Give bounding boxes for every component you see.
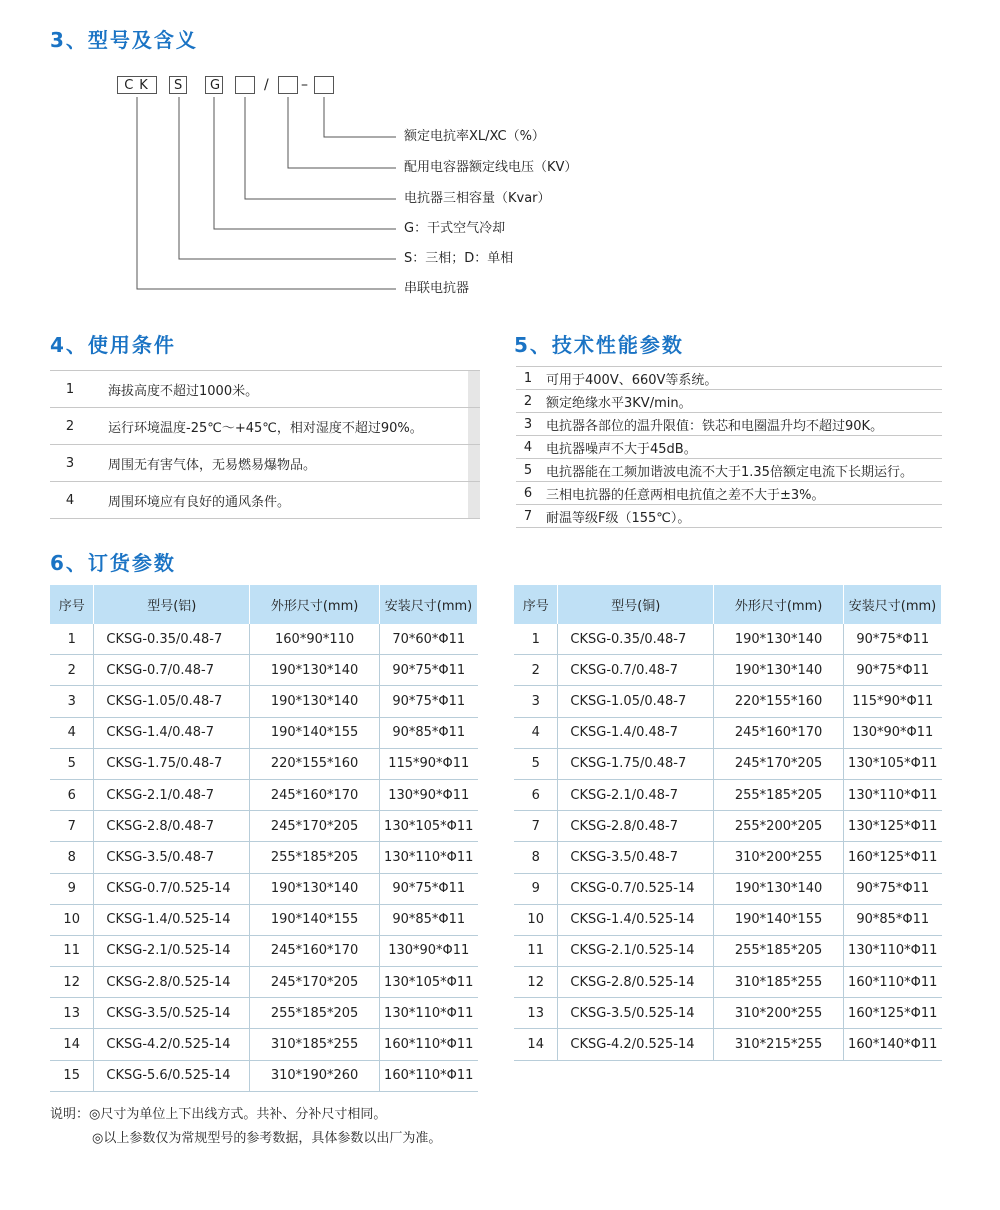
table-row xyxy=(516,367,942,390)
cell-dimensions: 190*130*140 xyxy=(250,873,380,904)
row-text: 周围环境应有良好的通风条件。 xyxy=(90,482,468,519)
performance-table xyxy=(516,366,942,528)
cell-index: 9 xyxy=(50,873,94,904)
cell-model: CKSG-2.1/0.48-7 xyxy=(558,779,714,810)
cell-index: 12 xyxy=(514,967,558,998)
table-row xyxy=(514,1029,942,1060)
table-row xyxy=(514,842,942,873)
table-row xyxy=(514,624,942,655)
cell-index: 14 xyxy=(514,1029,558,1060)
cell-model: CKSG-3.5/0.525-14 xyxy=(94,998,250,1029)
cell-model: CKSG-3.5/0.525-14 xyxy=(558,998,714,1029)
cell-mounting: 130*90*Φ11 xyxy=(380,935,478,966)
note-line-2: ◎以上参数仅为常规型号的参考数据，具体参数以出厂为准。 xyxy=(92,1131,442,1146)
cell-mounting: 90*75*Φ11 xyxy=(844,873,942,904)
cell-dimensions: 245*160*170 xyxy=(714,717,844,748)
row-number: 1 xyxy=(50,371,90,408)
cell-dimensions: 245*170*205 xyxy=(250,811,380,842)
table-row xyxy=(516,413,942,436)
leader-line-capacity xyxy=(245,97,396,199)
row-text: 海拔高度不超过1000米。 xyxy=(90,371,468,408)
row-number: 2 xyxy=(50,408,90,445)
cell-index: 15 xyxy=(50,1060,94,1091)
row-text: 周围无有害气体，无易燃易爆物品。 xyxy=(90,445,468,482)
cell-mounting: 90*85*Φ11 xyxy=(380,717,478,748)
cell-index: 13 xyxy=(50,998,94,1029)
table-row xyxy=(516,482,942,505)
cell-index: 1 xyxy=(514,624,558,655)
cell-dimensions: 310*215*255 xyxy=(714,1029,844,1060)
cell-model: CKSG-1.4/0.48-7 xyxy=(94,717,250,748)
table-row xyxy=(50,1029,478,1060)
section3-title: 3、型号及含义 xyxy=(50,28,198,52)
cell-mounting: 160*140*Φ11 xyxy=(844,1029,942,1060)
cell-dimensions: 310*190*260 xyxy=(250,1060,380,1091)
cell-model: CKSG-1.75/0.48-7 xyxy=(558,748,714,779)
cell-mounting: 130*90*Φ11 xyxy=(844,717,942,748)
cell-mounting: 90*75*Φ11 xyxy=(380,655,478,686)
cell-dimensions: 310*200*255 xyxy=(714,842,844,873)
code-box-ck: CK xyxy=(117,76,157,94)
table-row xyxy=(516,459,942,482)
cell-index: 7 xyxy=(50,811,94,842)
table-row xyxy=(514,686,942,717)
leader-line-series-reactor xyxy=(137,97,396,289)
cell-mounting: 130*110*Φ11 xyxy=(380,842,478,873)
cell-dimensions: 255*185*205 xyxy=(250,998,380,1029)
header-index: 序号 xyxy=(514,585,558,624)
cell-model: CKSG-2.1/0.525-14 xyxy=(558,935,714,966)
cell-mounting: 130*110*Φ11 xyxy=(844,779,942,810)
section5-title: 5、技术性能参数 xyxy=(514,333,684,357)
cell-mounting: 90*75*Φ11 xyxy=(380,686,478,717)
cell-index: 2 xyxy=(514,655,558,686)
legend-capacity: 电抗器三相容量（Kvar） xyxy=(404,191,551,206)
cell-dimensions: 310*185*255 xyxy=(250,1029,380,1060)
cell-mounting: 90*75*Φ11 xyxy=(380,873,478,904)
row-text: 额定绝缘水平3KV/min。 xyxy=(540,390,942,413)
cell-model: CKSG-5.6/0.525-14 xyxy=(94,1060,250,1091)
cell-index: 12 xyxy=(50,967,94,998)
table-row xyxy=(50,408,480,445)
cell-index: 8 xyxy=(514,842,558,873)
conditions-table xyxy=(50,370,480,519)
table-row xyxy=(50,748,478,779)
cell-mounting: 160*125*Φ11 xyxy=(844,998,942,1029)
cell-model: CKSG-0.7/0.525-14 xyxy=(558,873,714,904)
table-row xyxy=(514,748,942,779)
cell-index: 13 xyxy=(514,998,558,1029)
table-row xyxy=(50,482,480,519)
legend-phase: S：三相；D：单相 xyxy=(404,251,514,266)
cell-dimensions: 255*185*205 xyxy=(714,935,844,966)
cell-model: CKSG-2.8/0.48-7 xyxy=(558,811,714,842)
cell-dimensions: 220*155*160 xyxy=(250,748,380,779)
cell-mounting: 90*75*Φ11 xyxy=(844,624,942,655)
table-row xyxy=(50,1060,478,1091)
cell-index: 9 xyxy=(514,873,558,904)
cell-dimensions: 190*140*155 xyxy=(714,904,844,935)
cell-dimensions: 190*130*140 xyxy=(714,624,844,655)
code-separator-slash: / xyxy=(264,77,269,93)
row-text: 可用于400V、660V等系统。 xyxy=(540,367,942,390)
legend-reactance-rate: 额定电抗率XL/XC（%） xyxy=(404,129,545,144)
code-box-s: S xyxy=(169,76,187,94)
table-row xyxy=(516,505,942,528)
cell-model: CKSG-4.2/0.525-14 xyxy=(94,1029,250,1060)
cell-mounting: 160*110*Φ11 xyxy=(844,967,942,998)
cell-index: 5 xyxy=(514,748,558,779)
table-row xyxy=(514,873,942,904)
table-row xyxy=(50,935,478,966)
row-number: 3 xyxy=(50,445,90,482)
cell-model: CKSG-2.8/0.525-14 xyxy=(558,967,714,998)
leader-line-voltage xyxy=(288,97,396,168)
table-row xyxy=(514,811,942,842)
header-mounting: 安装尺寸(mm) xyxy=(380,585,478,624)
table-row xyxy=(50,686,478,717)
order-table-aluminum xyxy=(50,585,478,1092)
section6-title: 6、订货参数 xyxy=(50,551,176,575)
code-separator-dash: – xyxy=(301,77,308,93)
table-row xyxy=(50,445,480,482)
order-table-copper xyxy=(514,585,942,1061)
row-text: 三相电抗器的任意两相电抗值之差不大于±3%。 xyxy=(540,482,942,505)
cell-index: 10 xyxy=(50,904,94,935)
row-text: 电抗器能在工频加谐波电流不大于1.35倍额定电流下长期运行。 xyxy=(540,459,942,482)
cell-mounting: 160*110*Φ11 xyxy=(380,1060,478,1091)
code-box-g: G xyxy=(205,76,223,94)
table-row xyxy=(516,436,942,459)
table-row xyxy=(50,904,478,935)
header-model-cu: 型号(铜) xyxy=(558,585,714,624)
cell-index: 11 xyxy=(514,935,558,966)
table-row xyxy=(50,967,478,998)
cell-index: 2 xyxy=(50,655,94,686)
cell-mounting: 160*125*Φ11 xyxy=(844,842,942,873)
cell-model: CKSG-4.2/0.525-14 xyxy=(558,1029,714,1060)
row-text: 运行环境温度-25℃～+45℃，相对湿度不超过90%。 xyxy=(90,408,468,445)
cell-dimensions: 245*160*170 xyxy=(250,779,380,810)
cell-index: 10 xyxy=(514,904,558,935)
row-number: 7 xyxy=(516,505,540,528)
cell-dimensions: 255*185*205 xyxy=(250,842,380,873)
table-row xyxy=(50,655,478,686)
table-row xyxy=(50,842,478,873)
table-row xyxy=(50,717,478,748)
header-mounting: 安装尺寸(mm) xyxy=(844,585,942,624)
cell-model: CKSG-3.5/0.48-7 xyxy=(558,842,714,873)
row-number: 3 xyxy=(516,413,540,436)
cell-mounting: 130*90*Φ11 xyxy=(380,779,478,810)
row-number: 2 xyxy=(516,390,540,413)
cell-mounting: 115*90*Φ11 xyxy=(844,686,942,717)
row-text: 电抗器噪声不大于45dB。 xyxy=(540,436,942,459)
cell-model: CKSG-1.4/0.525-14 xyxy=(94,904,250,935)
cell-mounting: 115*90*Φ11 xyxy=(380,748,478,779)
cell-dimensions: 190*130*140 xyxy=(250,655,380,686)
row-text: 电抗器各部位的温升限值：铁芯和电圈温升均不超过90K。 xyxy=(540,413,942,436)
cell-dimensions: 255*185*205 xyxy=(714,779,844,810)
cell-mounting: 130*125*Φ11 xyxy=(844,811,942,842)
cell-index: 8 xyxy=(50,842,94,873)
cell-dimensions: 190*130*140 xyxy=(714,655,844,686)
cell-dimensions: 220*155*160 xyxy=(714,686,844,717)
cell-mounting: 130*110*Φ11 xyxy=(380,998,478,1029)
cell-model: CKSG-1.05/0.48-7 xyxy=(558,686,714,717)
section4-title: 4、使用条件 xyxy=(50,333,176,357)
table-row xyxy=(514,779,942,810)
cell-dimensions: 245*170*205 xyxy=(250,967,380,998)
cell-mounting: 90*85*Φ11 xyxy=(380,904,478,935)
cell-dimensions: 310*185*255 xyxy=(714,967,844,998)
cell-mounting: 130*110*Φ11 xyxy=(844,935,942,966)
legend-series-reactor: 串联电抗器 xyxy=(404,281,470,296)
table-row xyxy=(514,935,942,966)
cell-dimensions: 190*130*140 xyxy=(714,873,844,904)
table-row xyxy=(50,371,480,408)
cell-model: CKSG-0.7/0.525-14 xyxy=(94,873,250,904)
cell-index: 3 xyxy=(514,686,558,717)
cell-model: CKSG-0.35/0.48-7 xyxy=(558,624,714,655)
header-dimensions: 外形尺寸(mm) xyxy=(250,585,380,624)
cell-mounting: 160*110*Φ11 xyxy=(380,1029,478,1060)
cell-dimensions: 160*90*110 xyxy=(250,624,380,655)
cell-model: CKSG-1.4/0.48-7 xyxy=(558,717,714,748)
cell-index: 5 xyxy=(50,748,94,779)
cell-mounting: 90*75*Φ11 xyxy=(844,655,942,686)
table-row xyxy=(514,998,942,1029)
cell-index: 1 xyxy=(50,624,94,655)
row-text: 耐温等级F级（155℃）。 xyxy=(540,505,942,528)
table-row xyxy=(514,717,942,748)
cell-dimensions: 255*200*205 xyxy=(714,811,844,842)
table-header-row xyxy=(514,585,942,624)
row-number: 4 xyxy=(516,436,540,459)
table-row xyxy=(514,655,942,686)
table-row xyxy=(516,390,942,413)
table-row xyxy=(514,967,942,998)
cell-dimensions: 245*160*170 xyxy=(250,935,380,966)
cell-mounting: 130*105*Φ11 xyxy=(380,811,478,842)
cell-mounting: 70*60*Φ11 xyxy=(380,624,478,655)
header-model-al: 型号(铝) xyxy=(94,585,250,624)
cell-model: CKSG-2.8/0.525-14 xyxy=(94,967,250,998)
row-number: 6 xyxy=(516,482,540,505)
leader-line-cooling xyxy=(214,97,396,229)
row-number: 5 xyxy=(516,459,540,482)
cell-model: CKSG-0.7/0.48-7 xyxy=(94,655,250,686)
cell-model: CKSG-0.35/0.48-7 xyxy=(94,624,250,655)
legend-capacitor-voltage: 配用电容器额定线电压（KV） xyxy=(404,160,578,175)
cell-mounting: 130*105*Φ11 xyxy=(844,748,942,779)
cell-index: 11 xyxy=(50,935,94,966)
row-number: 4 xyxy=(50,482,90,519)
table-row xyxy=(514,904,942,935)
cell-model: CKSG-1.4/0.525-14 xyxy=(558,904,714,935)
leader-line-reactance xyxy=(324,97,396,137)
table-header-row xyxy=(50,585,478,624)
cell-model: CKSG-2.1/0.48-7 xyxy=(94,779,250,810)
row-number: 1 xyxy=(516,367,540,390)
table-row xyxy=(50,998,478,1029)
cell-index: 7 xyxy=(514,811,558,842)
cell-model: CKSG-0.7/0.48-7 xyxy=(558,655,714,686)
cell-dimensions: 190*140*155 xyxy=(250,717,380,748)
cell-dimensions: 190*130*140 xyxy=(250,686,380,717)
cell-index: 6 xyxy=(50,779,94,810)
cell-dimensions: 245*170*205 xyxy=(714,748,844,779)
cell-mounting: 90*85*Φ11 xyxy=(844,904,942,935)
cell-dimensions: 190*140*155 xyxy=(250,904,380,935)
header-dimensions: 外形尺寸(mm) xyxy=(714,585,844,624)
table-row xyxy=(50,624,478,655)
cell-model: CKSG-1.05/0.48-7 xyxy=(94,686,250,717)
cell-index: 3 xyxy=(50,686,94,717)
cell-model: CKSG-2.8/0.48-7 xyxy=(94,811,250,842)
cell-index: 6 xyxy=(514,779,558,810)
cell-index: 4 xyxy=(514,717,558,748)
cell-dimensions: 310*200*255 xyxy=(714,998,844,1029)
cell-model: CKSG-3.5/0.48-7 xyxy=(94,842,250,873)
table-row xyxy=(50,873,478,904)
table-row xyxy=(50,811,478,842)
cell-model: CKSG-1.75/0.48-7 xyxy=(94,748,250,779)
header-index: 序号 xyxy=(50,585,94,624)
table-row xyxy=(50,779,478,810)
cell-index: 14 xyxy=(50,1029,94,1060)
note-line-1: 说明：◎尺寸为单位上下出线方式。共补、分补尺寸相同。 xyxy=(50,1107,387,1122)
cell-model: CKSG-2.1/0.525-14 xyxy=(94,935,250,966)
cell-mounting: 130*105*Φ11 xyxy=(380,967,478,998)
cell-index: 4 xyxy=(50,717,94,748)
legend-cooling: G：干式空气冷却 xyxy=(404,221,506,236)
